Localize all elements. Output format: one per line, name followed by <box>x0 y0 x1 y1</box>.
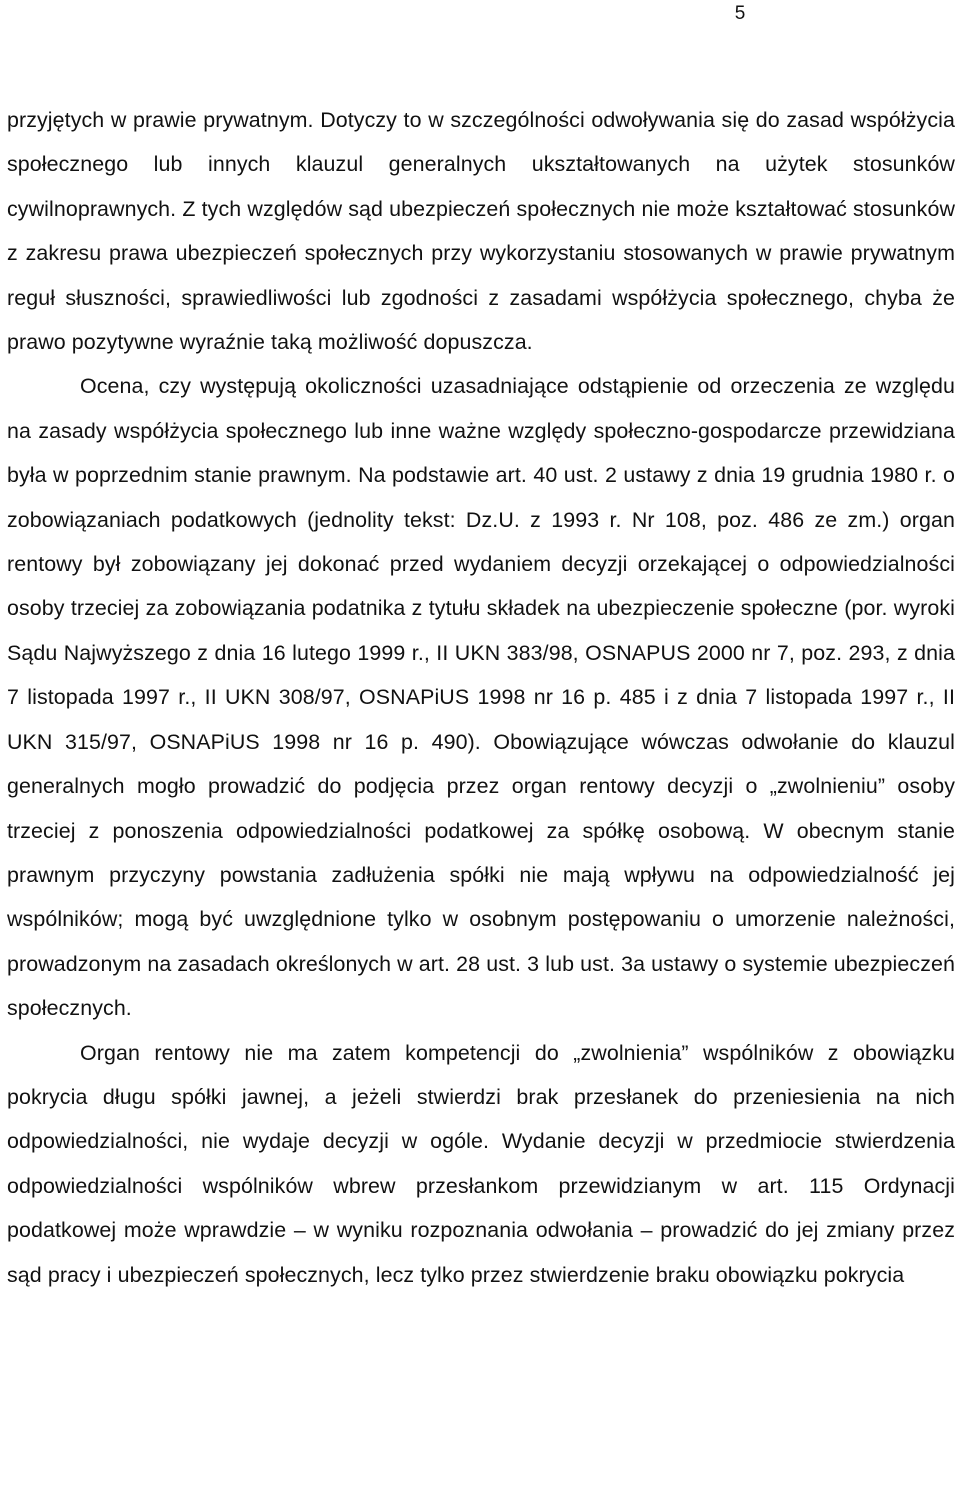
document-body <box>7 98 955 1297</box>
paragraph-1: przyjętych w prawie prywatnym. Dotyczy to w szczególności odwoływania się do zasad współżycia społecznego lub innych klauzul generalnych ukształtowanych na użytek stosunków cywilnoprawnych. Z tych względów sąd ubezpieczeń społecznych nie może kształtować stosunków z zakresu prawa ubezpieczeń społecznych przy wykorzystaniu stosowanych w prawie prywatnym reguł słuszności, sprawiedliwości lub zgodności z zasadami współżycia społecznego, chyba że prawo pozytywne wyraźnie taką możliwość dopuszcza. <box>7 108 955 355</box>
paragraph-3: Organ rentowy nie ma zatem kompetencji do „zwolnienia” wspólników z obowiązku pokrycia długu spółki jawnej, a jeżeli stwierdzi brak przesłanek do przeniesienia na nich odpowiedzialności, nie wydaje decyzji w ogóle. Wydanie decyzji w przedmiocie stwierdzenia odpowiedzialności wspólników wbrew przesłankom przewidzianym w art. 115 Ordynacji podatkowej może wprawdzie – w wyniku rozpoznania odwołania – prowadzić do jej zmiany przez sąd pracy i ubezpieczeń społecznych, lecz tylko przez stwierdzenie braku obowiązku pokrycia <box>7 1040 955 1287</box>
page-number: 5 <box>734 3 746 24</box>
paragraph-2: Ocena, czy występują okoliczności uzasadniające odstąpienie od orzeczenia ze względu na zasady współżycia społecznego lub inne ważne względy społeczno-gospodarcze przewidziana była w poprzednim stanie prawnym. Na podstawie art. 40 ust. 2 ustawy z dnia 19 grudnia 1980 r. o zobowiązaniach podatkowych (jednolity tekst: Dz.U. z 1993 r. Nr 108, poz. 486 ze zm.) organ rentowy był zobowiązany jej dokonać przed wydaniem decyzji orzekającej o odpowiedzialności osoby trzeciej za zobowiązania podatnika z tytułu składek na ubezpieczenie społeczne (por. wyroki Sądu Najwyższego z dnia 16 lutego 1999 r., II UKN 383/98, OSNAPUS 2000 nr 7, poz. 293, z dnia 7 listopada 1997 r., II UKN 308/97, OSNAPiUS 1998 nr 16 p. 485 i z dnia 7 listopada 1997 r., II UKN 315/97, OSNAPiUS 1998 nr 16 p. 490). Obowiązujące wówczas odwołanie do klauzul generalnych mogło prowadzić do podjęcia przez organ rentowy decyzji o „zwolnieniu” osoby trzeciej z ponoszenia odpowiedzialności podatkowej za spółkę osobową. W obecnym stanie prawnym przyczyny powstania zadłużenia spółki nie mają wpływu na odpowiedzialność jej wspólników; mogą być uwzględnione tylko w osobnym postępowaniu o umorzenie należności, prowadzonym na zasadach określonych w art. 28 ust. 3 lub ust. 3a ustawy o systemie ubezpieczeń społecznych. <box>7 374 955 1021</box>
